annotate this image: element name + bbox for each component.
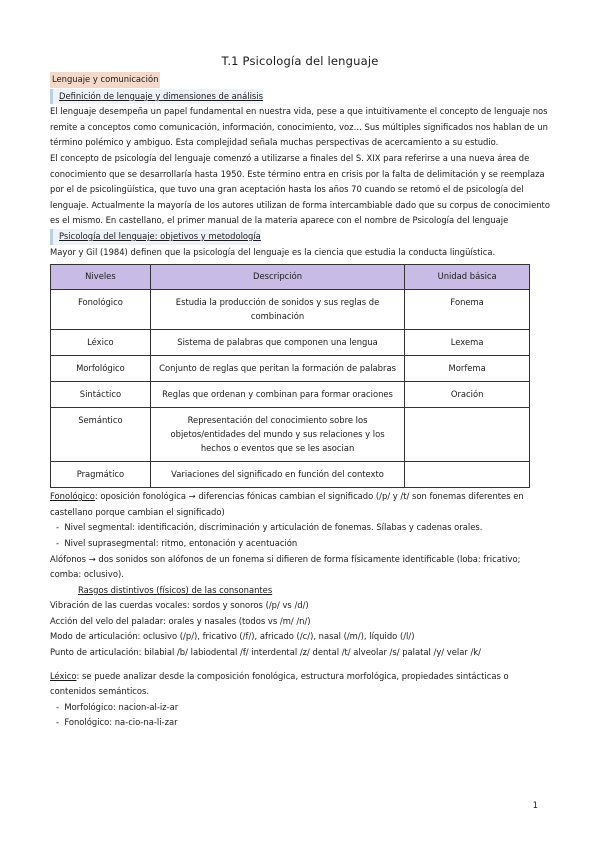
term-label: Fonológico: [50, 491, 95, 502]
list-item: - Nivel suprasegmental: ritmo, entonación y acentuación: [56, 537, 298, 548]
table-cell: Oración: [405, 382, 530, 408]
subsection-heading: Psicología del lenguaje: objetivos y metodología: [50, 229, 261, 245]
table-cell: Variaciones del significado en función del contexto: [150, 462, 404, 488]
table-row: [51, 462, 530, 488]
term-label: Léxico: [50, 670, 77, 681]
table-cell: Semántico: [51, 408, 151, 462]
page-title: T.1 Psicología del lenguaje: [221, 54, 379, 68]
paragraph: [50, 489, 550, 520]
table-row: [51, 382, 530, 408]
list-item: Vibración de las cuerdas vocales: sordos y sonoros (/p/ vs /d/): [50, 600, 309, 611]
table-cell: Sintáctico: [51, 382, 151, 408]
list-item: Modo de articulación: oclusivo (/p/), fricativo (/f/), africado (/c/), nasal (/m/), líquido (/l/): [50, 631, 415, 642]
list-item-text: Nivel segmental: identificación, discriminación y articulación de fonemas. Sílabas y cadenas orales.: [64, 522, 483, 533]
list-item: Acción del velo del paladar: orales y nasales (todos vs /m/ /n/): [50, 615, 311, 626]
list-item: - Fonológico: na-cio-na-li-zar: [56, 717, 178, 728]
table-cell: Lexema: [405, 330, 530, 356]
list-item: - Morfológico: nacion-al-iz-ar: [56, 701, 179, 712]
table-cell: Morfema: [405, 356, 530, 382]
table-cell: Fonema: [405, 290, 530, 330]
table-row: [51, 330, 530, 356]
rasgos-heading: Rasgos distintivos (físicos) de las consonantes: [78, 584, 273, 595]
list-item-text: Fonológico: na-cio-na-li-zar: [64, 717, 178, 728]
table-cell: Representación del conocimiento sobre los objetos/entidades del mundo y sus relaciones y los hechos o eventos que se les asocian: [150, 408, 404, 462]
paragraph: El lenguaje desempeña un papel fundamental en nuestra vida, pese a que intuitivamente el concepto de lenguaje nos remite a conceptos como comunicación, información, conocimiento, voz… Sus múltiples significados nos hablan de un término polémico y ambiguo. Esta complejidad señala muchas perspectivas de acercamiento a su estudio.: [50, 106, 548, 148]
table-cell: Léxico: [51, 330, 151, 356]
table-cell: Sistema de palabras que componen una lengua: [150, 330, 404, 356]
table-cell: Conjunto de reglas que peritan la formación de palabras: [150, 356, 404, 382]
paragraph: El concepto de psicología del lenguaje comenzó a utilizarse a finales del S. XIX para referirse a una nueva área de conocimiento que se desarrollaría hasta 1950. Este término entra en crisis por la falta de delimitación y se reemplaza por el de psicolingüística, que tuvo una gran aceptación hasta los años 70 cuando se retomó el de psicología del lenguaje. Actualmente la mayoría de los autores utilizan de forma intercambiable dado que su corpus de conocimiento es el mismo. En castellano, el primer manual de la materia aparece con el nombre de Psicología del lenguaje: [50, 152, 550, 226]
document-body: [50, 72, 550, 731]
list-item: - Nivel segmental: identificación, discriminación y articulación de fonemas. Sílabas y cadenas orales.: [56, 522, 483, 533]
paragraph: Mayor y Gil (1984) definen que la psicología del lenguaje es la ciencia que estudia la conducta lingüística.: [50, 246, 496, 257]
page-number: 1: [532, 800, 538, 810]
table-row: [51, 408, 530, 462]
table-cell: Fonológico: [51, 290, 151, 330]
table-row: [51, 356, 530, 382]
table-cell: Reglas que ordenan y combinan para formar oraciones: [150, 382, 404, 408]
table-header: Unidad básica: [405, 265, 530, 290]
term-text: : oposición fonológica → diferencias fónicas cambian el significado (/p/ y /t/ son fonemas diferentes en castellano porque cambian el significado): [50, 491, 524, 517]
table-row: [51, 290, 530, 330]
table-cell: Estudia la producción de sonidos y sus reglas de combinación: [150, 290, 404, 330]
table-header: Niveles: [51, 265, 151, 290]
table-header: Descripción: [150, 265, 404, 290]
paragraph: Alófonos → dos sonidos son alófonos de un fonema si difieren de forma físicamente identificable (loba: fricativo; comba: oclusivo).: [50, 553, 521, 580]
subsection-heading: Definición de lenguaje y dimensiones de análisis: [50, 89, 263, 105]
table-cell: Pragmático: [51, 462, 151, 488]
list-item: Punto de articulación: bilabial /b/ labiodental /f/ interdental /z/ dental /t/ alveolar /s/ palatal /y/ velar /k/: [50, 647, 481, 658]
list-item-text: Morfológico: nacion-al-iz-ar: [64, 701, 179, 712]
term-text: : se puede analizar desde la composición fonológica, estructura morfológica, propiedades sintácticas o contenidos semánticos.: [50, 670, 509, 697]
table-header-row: [51, 265, 530, 290]
table-cell: [405, 462, 530, 488]
table-cell: [405, 408, 530, 462]
list-item-text: Nivel suprasegmental: ritmo, entonación y acentuación: [64, 537, 298, 548]
table-cell: Morfológico: [51, 356, 151, 382]
section-heading: Lenguaje y comunicación: [50, 72, 160, 88]
levels-table: [50, 264, 530, 488]
paragraph: [50, 669, 550, 700]
